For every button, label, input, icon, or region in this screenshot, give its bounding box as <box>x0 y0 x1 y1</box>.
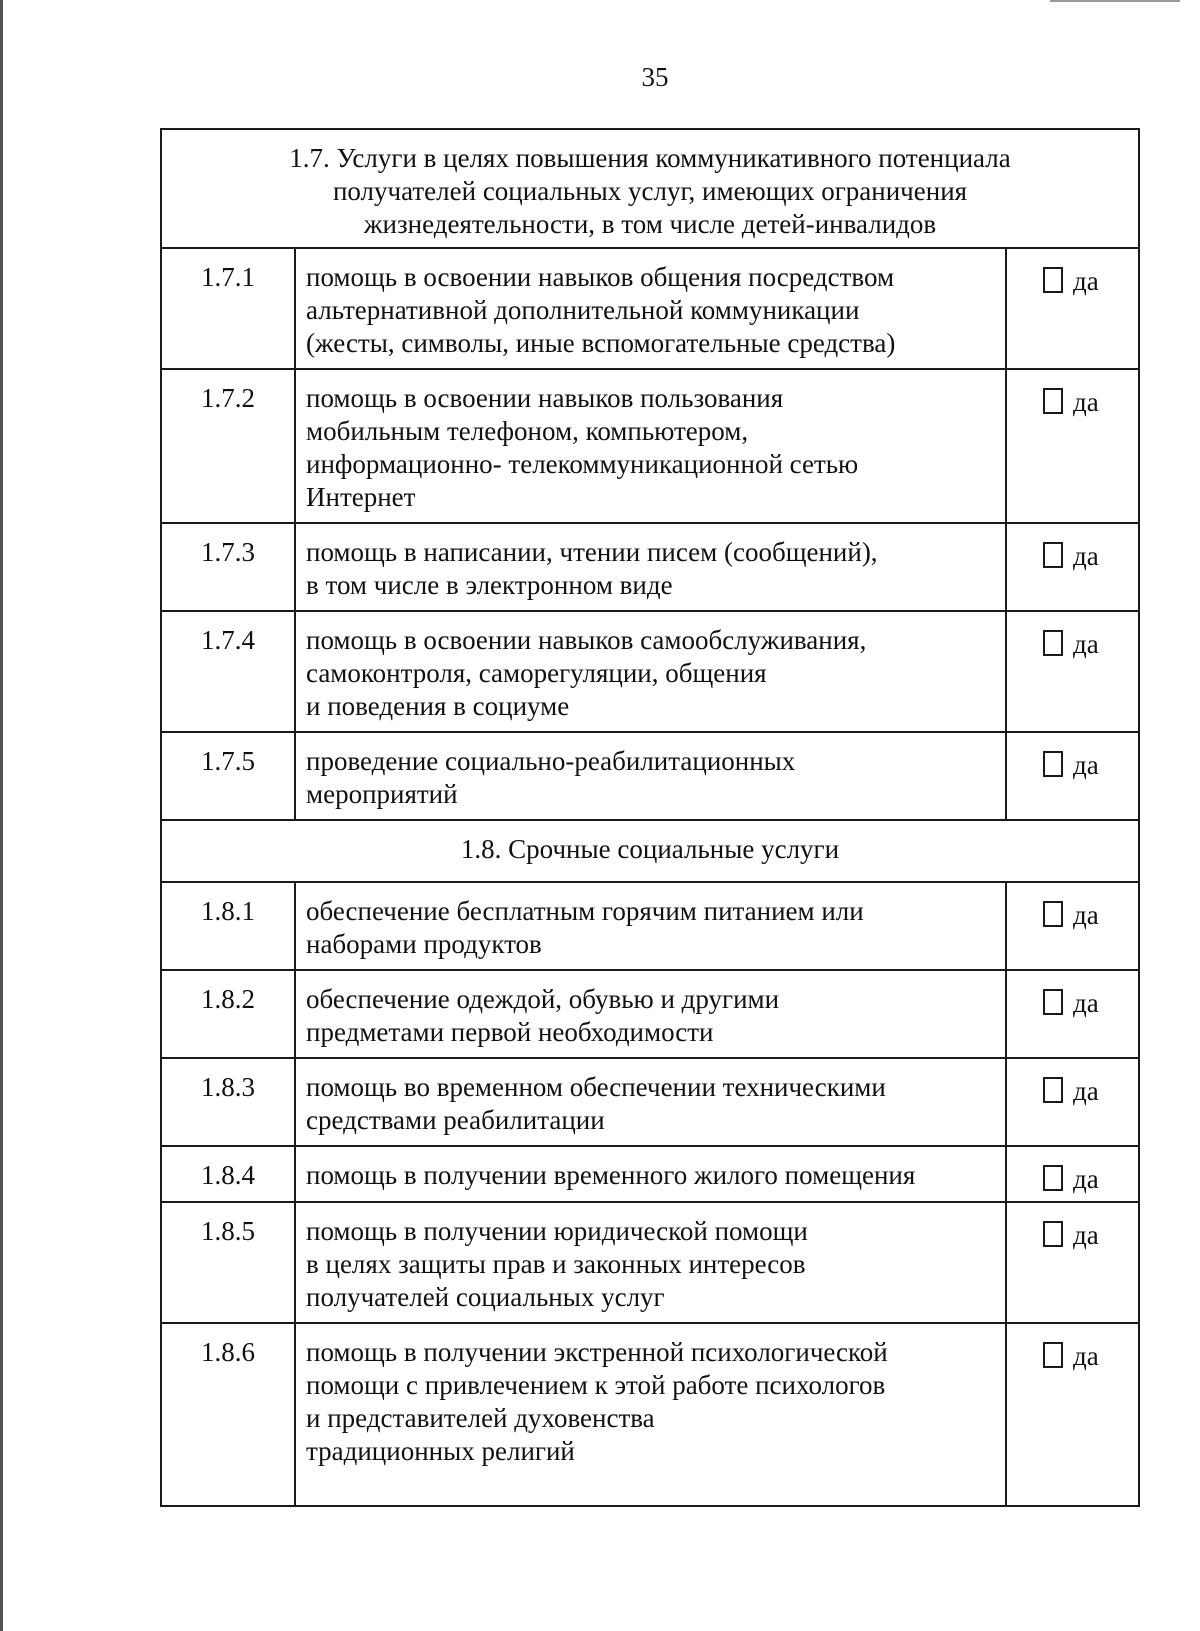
checkbox-icon[interactable] <box>1043 630 1063 656</box>
service-description-line: предметами первой необходимости <box>306 1017 714 1047</box>
section-title-line: 1.8. Срочные социальные услуги <box>460 834 840 864</box>
service-description-line: обеспечение бесплатным горячим питанием или <box>306 896 864 926</box>
checkbox-icon[interactable] <box>1043 542 1063 568</box>
checkbox-icon[interactable] <box>1043 901 1063 927</box>
service-description-line: помощь в получении юридической помощи <box>306 1216 808 1246</box>
service-row <box>161 882 1139 970</box>
service-description-line: мероприятий <box>306 779 458 809</box>
service-description <box>295 732 1006 820</box>
service-description <box>295 611 1006 732</box>
section-title-line: 1.7. Услуги в целях повышения коммуникативного потенциала <box>289 143 1011 173</box>
service-row <box>161 611 1139 732</box>
service-description-line: проведение социально-реабилитационных <box>306 746 796 776</box>
service-number: 1.7.5 <box>161 732 295 820</box>
service-number: 1.8.1 <box>161 882 295 970</box>
service-description-line: помощь в освоении навыков общения посредством <box>306 262 895 292</box>
checkbox-label: да <box>1073 1076 1099 1106</box>
service-checkbox-cell[interactable] <box>1006 1202 1139 1323</box>
service-description-line: самоконтроля, саморегуляции, общения <box>306 658 767 688</box>
checkbox-label: да <box>1073 1341 1099 1371</box>
service-checkbox-cell[interactable] <box>1006 1323 1139 1506</box>
service-description-line: (жесты, символы, иные вспомогательные средства) <box>306 328 896 358</box>
checkbox-label: да <box>1073 988 1099 1018</box>
page-number: 35 <box>641 62 669 92</box>
section-header-row <box>161 129 1139 248</box>
section-title-line: получателей социальных услуг, имеющих ограничения <box>332 176 968 206</box>
service-row <box>161 732 1139 820</box>
service-number: 1.7.4 <box>161 611 295 732</box>
service-description <box>295 1146 1006 1202</box>
checkbox-label: да <box>1073 541 1099 571</box>
service-row <box>161 1146 1139 1202</box>
checkbox-icon[interactable] <box>1043 989 1063 1015</box>
service-description-line: помощь в освоении навыков самообслуживания, <box>306 625 867 655</box>
service-checkbox-cell[interactable] <box>1006 248 1139 369</box>
service-checkbox-cell[interactable] <box>1006 732 1139 820</box>
service-description-line: наборами продуктов <box>306 929 542 959</box>
service-description-line: в том числе в электронном виде <box>306 570 673 600</box>
services-table <box>160 128 1140 1507</box>
service-description <box>295 1202 1006 1323</box>
service-description <box>295 1323 1006 1506</box>
service-description-line: мобильным телефоном, компьютером, <box>306 416 749 446</box>
checkbox-label: да <box>1073 629 1099 659</box>
service-row <box>161 248 1139 369</box>
service-number: 1.8.4 <box>161 1146 295 1202</box>
checkbox-icon[interactable] <box>1043 1077 1063 1103</box>
service-description-line: альтернативной дополнительной коммуникации <box>306 295 860 325</box>
service-checkbox-cell[interactable] <box>1006 523 1139 611</box>
section-title <box>161 820 1139 882</box>
checkbox-icon[interactable] <box>1043 267 1063 293</box>
scan-mark <box>1050 0 1180 6</box>
service-row <box>161 970 1139 1058</box>
checkbox-icon[interactable] <box>1043 1221 1063 1247</box>
service-description <box>295 970 1006 1058</box>
service-number: 1.8.3 <box>161 1058 295 1146</box>
service-description-line: помощь во временном обеспечении техническими <box>306 1072 886 1102</box>
checkbox-label: да <box>1073 900 1099 930</box>
checkbox-label: да <box>1073 266 1099 296</box>
checkbox-icon[interactable] <box>1043 1342 1063 1368</box>
checkbox-label: да <box>1073 1164 1099 1194</box>
checkbox-icon[interactable] <box>1043 1165 1063 1191</box>
service-description-line: и представителей духовенства <box>306 1403 655 1433</box>
checkbox-label: да <box>1073 1220 1099 1250</box>
service-row <box>161 1323 1139 1506</box>
service-description-line: Интернет <box>306 482 416 512</box>
section-title <box>161 129 1139 248</box>
service-description-line: и поведения в социуме <box>306 691 570 721</box>
service-description-line: в целях защиты прав и законных интересов <box>306 1249 806 1279</box>
service-number: 1.8.6 <box>161 1323 295 1506</box>
checkbox-icon[interactable] <box>1043 388 1063 414</box>
service-description-line: информационно- телекоммуникационной сетью <box>306 449 859 479</box>
service-description <box>295 1058 1006 1146</box>
service-description-line: помощи с привлечением к этой работе психологов <box>306 1370 886 1400</box>
service-description-line: помощь в получении экстренной психологической <box>306 1337 888 1367</box>
service-number: 1.8.2 <box>161 970 295 1058</box>
checkbox-label: да <box>1073 387 1099 417</box>
service-number: 1.7.1 <box>161 248 295 369</box>
service-checkbox-cell[interactable] <box>1006 1058 1139 1146</box>
service-row <box>161 1058 1139 1146</box>
service-description-line: традиционных религий <box>306 1436 575 1466</box>
service-checkbox-cell[interactable] <box>1006 1146 1139 1202</box>
checkbox-label: да <box>1073 750 1099 780</box>
service-description-line: помощь в получении временного жилого помещения <box>306 1160 916 1190</box>
service-checkbox-cell[interactable] <box>1006 970 1139 1058</box>
service-description-line: получателей социальных услуг <box>306 1282 665 1312</box>
scan-edge <box>0 0 3 1631</box>
services-table-body <box>161 129 1139 1506</box>
service-row <box>161 369 1139 523</box>
section-title-line: жизнедеятельности, в том числе детей-инвалидов <box>363 209 937 239</box>
service-checkbox-cell[interactable] <box>1006 611 1139 732</box>
service-number: 1.7.2 <box>161 369 295 523</box>
service-description-line: обеспечение одеждой, обувью и другими <box>306 984 780 1014</box>
service-description <box>295 369 1006 523</box>
service-checkbox-cell[interactable] <box>1006 369 1139 523</box>
service-description-line: средствами реабилитации <box>306 1105 605 1135</box>
service-description <box>295 248 1006 369</box>
section-header-row <box>161 820 1139 882</box>
service-row <box>161 523 1139 611</box>
service-row <box>161 1202 1139 1323</box>
service-number: 1.7.3 <box>161 523 295 611</box>
service-description-line: помощь в написании, чтении писем (сообщений), <box>306 537 878 567</box>
service-description-line: помощь в освоении навыков пользования <box>306 383 784 413</box>
checkbox-icon[interactable] <box>1043 751 1063 777</box>
service-checkbox-cell[interactable] <box>1006 882 1139 970</box>
service-description <box>295 882 1006 970</box>
service-description <box>295 523 1006 611</box>
service-number: 1.8.5 <box>161 1202 295 1323</box>
